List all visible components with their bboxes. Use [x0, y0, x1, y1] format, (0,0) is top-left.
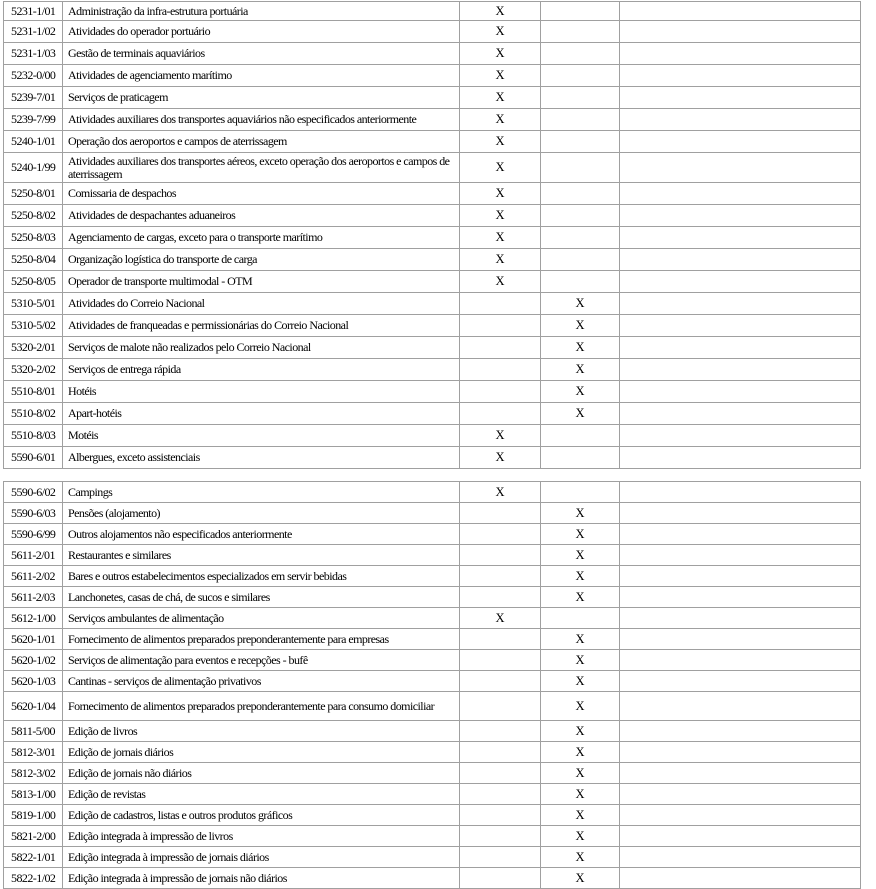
cnae-table-lower: [3, 481, 861, 889]
code-cell: 5250-8/02: [4, 205, 63, 227]
empty-cell: [620, 315, 861, 337]
mark-cell-1: X: [460, 131, 541, 153]
empty-cell: [620, 629, 861, 650]
mark-cell-1: [460, 721, 541, 742]
table-row: [4, 826, 861, 847]
code-cell: 5510-8/01: [4, 381, 63, 403]
table-row: [4, 671, 861, 692]
mark-cell-1: X: [460, 109, 541, 131]
mark-cell-2: X: [541, 524, 620, 545]
mark-cell-2: X: [541, 587, 620, 608]
empty-cell: [620, 153, 861, 183]
mark-cell-1: [460, 359, 541, 381]
table-row: [4, 503, 861, 524]
code-cell: 5240-1/01: [4, 131, 63, 153]
table-row: [4, 205, 861, 227]
mark-cell-2: X: [541, 868, 620, 889]
empty-cell: [620, 2, 861, 21]
description-cell: Lanchonetes, casas de chá, de sucos e similares: [63, 587, 460, 608]
table-row: [4, 545, 861, 566]
table-row: [4, 608, 861, 629]
mark-cell-1: X: [460, 21, 541, 43]
description-cell: Serviços de malote não realizados pelo Correio Nacional: [63, 337, 460, 359]
table-row: [4, 692, 861, 721]
mark-cell-1: [460, 763, 541, 784]
description-cell: Edição integrada à impressão de jornais não diários: [63, 868, 460, 889]
code-cell: 5510-8/03: [4, 425, 63, 447]
mark-cell-2: X: [541, 293, 620, 315]
mark-cell-1: [460, 784, 541, 805]
mark-cell-1: [460, 650, 541, 671]
empty-cell: [620, 524, 861, 545]
description-cell: Atividades auxiliares dos transportes aquaviários não especificados anteriormente: [63, 109, 460, 131]
table-row: [4, 847, 861, 868]
mark-cell-1: [460, 868, 541, 889]
mark-cell-2: [541, 43, 620, 65]
table-row: [4, 109, 861, 131]
cnae-table-upper: [3, 1, 861, 469]
table-row: [4, 271, 861, 293]
table-row: [4, 742, 861, 763]
table-row: [4, 153, 861, 183]
description-cell: Fornecimento de alimentos preparados preponderantemente para empresas: [63, 629, 460, 650]
empty-cell: [620, 503, 861, 524]
description-cell: Administração da infra-estrutura portuária: [63, 2, 460, 21]
mark-cell-1: X: [460, 425, 541, 447]
mark-cell-2: X: [541, 742, 620, 763]
code-cell: 5821-2/00: [4, 826, 63, 847]
description-cell: Atividades auxiliares dos transportes aéreos, exceto operação dos aeroportos e campos de aterrissagem: [63, 153, 460, 183]
description-cell: Bares e outros estabelecimentos especializados em servir bebidas: [63, 566, 460, 587]
table-row: [4, 2, 861, 21]
description-cell: Hotéis: [63, 381, 460, 403]
empty-cell: [620, 650, 861, 671]
empty-cell: [620, 805, 861, 826]
mark-cell-2: X: [541, 315, 620, 337]
cnae-table-upper-body: [4, 2, 861, 469]
empty-cell: [620, 87, 861, 109]
mark-cell-2: X: [541, 784, 620, 805]
code-cell: 5590-6/99: [4, 524, 63, 545]
table-row: [4, 65, 861, 87]
table-row: [4, 721, 861, 742]
description-cell: Edição de livros: [63, 721, 460, 742]
mark-cell-2: X: [541, 847, 620, 868]
mark-cell-2: X: [541, 566, 620, 587]
table-row: [4, 21, 861, 43]
table-row: [4, 337, 861, 359]
description-cell: Edição de jornais diários: [63, 742, 460, 763]
code-cell: 5320-2/02: [4, 359, 63, 381]
mark-cell-2: X: [541, 337, 620, 359]
mark-cell-1: [460, 524, 541, 545]
description-cell: Operação dos aeroportos e campos de aterrissagem: [63, 131, 460, 153]
empty-cell: [620, 482, 861, 503]
description-cell: Organização logística do transporte de carga: [63, 249, 460, 271]
table-row: [4, 629, 861, 650]
mark-cell-2: [541, 482, 620, 503]
cnae-table-lower-body: [4, 482, 861, 889]
mark-cell-2: [541, 153, 620, 183]
empty-cell: [620, 868, 861, 889]
empty-cell: [620, 43, 861, 65]
code-cell: 5590-6/02: [4, 482, 63, 503]
table-row: [4, 763, 861, 784]
table-row: [4, 587, 861, 608]
description-cell: Restaurantes e similares: [63, 545, 460, 566]
table-row: [4, 249, 861, 271]
description-cell: Edição integrada à impressão de jornais diários: [63, 847, 460, 868]
table-row: [4, 359, 861, 381]
code-cell: 5231-1/02: [4, 21, 63, 43]
empty-cell: [620, 403, 861, 425]
code-cell: 5250-8/01: [4, 183, 63, 205]
mark-cell-1: X: [460, 447, 541, 469]
mark-cell-2: [541, 21, 620, 43]
table-row: [4, 131, 861, 153]
table-row: [4, 183, 861, 205]
mark-cell-1: X: [460, 205, 541, 227]
code-cell: 5231-1/03: [4, 43, 63, 65]
mark-cell-1: [460, 503, 541, 524]
empty-cell: [620, 381, 861, 403]
description-cell: Gestão de terminais aquaviários: [63, 43, 460, 65]
empty-cell: [620, 183, 861, 205]
description-cell: Edição de cadastros, listas e outros produtos gráficos: [63, 805, 460, 826]
description-cell: Atividades de franqueadas e permissionárias do Correio Nacional: [63, 315, 460, 337]
table-row: [4, 447, 861, 469]
mark-cell-2: X: [541, 763, 620, 784]
mark-cell-2: [541, 447, 620, 469]
code-cell: 5310-5/02: [4, 315, 63, 337]
mark-cell-1: X: [460, 608, 541, 629]
code-cell: 5611-2/02: [4, 566, 63, 587]
mark-cell-1: X: [460, 43, 541, 65]
code-cell: 5822-1/01: [4, 847, 63, 868]
empty-cell: [620, 131, 861, 153]
mark-cell-2: [541, 271, 620, 293]
mark-cell-2: [541, 131, 620, 153]
description-cell: Edição integrada à impressão de livros: [63, 826, 460, 847]
mark-cell-2: [541, 227, 620, 249]
code-cell: 5611-2/03: [4, 587, 63, 608]
description-cell: Pensões (alojamento): [63, 503, 460, 524]
code-cell: 5813-1/00: [4, 784, 63, 805]
mark-cell-2: [541, 425, 620, 447]
mark-cell-1: X: [460, 153, 541, 183]
empty-cell: [620, 763, 861, 784]
description-cell: Motéis: [63, 425, 460, 447]
empty-cell: [620, 847, 861, 868]
mark-cell-1: [460, 545, 541, 566]
description-cell: Fornecimento de alimentos preparados preponderantemente para consumo domiciliar: [63, 692, 460, 721]
mark-cell-2: X: [541, 545, 620, 566]
description-cell: Cantinas - serviços de alimentação privativos: [63, 671, 460, 692]
code-cell: 5611-2/01: [4, 545, 63, 566]
empty-cell: [620, 65, 861, 87]
mark-cell-2: X: [541, 805, 620, 826]
empty-cell: [620, 608, 861, 629]
mark-cell-2: X: [541, 359, 620, 381]
code-cell: 5822-1/02: [4, 868, 63, 889]
mark-cell-2: [541, 87, 620, 109]
empty-cell: [620, 293, 861, 315]
code-cell: 5620-1/03: [4, 671, 63, 692]
table-row: [4, 650, 861, 671]
code-cell: 5819-1/00: [4, 805, 63, 826]
empty-cell: [620, 109, 861, 131]
mark-cell-2: X: [541, 503, 620, 524]
code-cell: 5239-7/99: [4, 109, 63, 131]
empty-cell: [620, 545, 861, 566]
mark-cell-2: X: [541, 650, 620, 671]
empty-cell: [620, 721, 861, 742]
empty-cell: [620, 447, 861, 469]
code-cell: 5250-8/05: [4, 271, 63, 293]
code-cell: 5612-1/00: [4, 608, 63, 629]
empty-cell: [620, 359, 861, 381]
table-row: [4, 524, 861, 545]
mark-cell-1: X: [460, 482, 541, 503]
description-cell: Apart-hotéis: [63, 403, 460, 425]
code-cell: 5231-1/01: [4, 2, 63, 21]
empty-cell: [620, 671, 861, 692]
description-cell: Campings: [63, 482, 460, 503]
mark-cell-2: X: [541, 629, 620, 650]
description-cell: Edição de revistas: [63, 784, 460, 805]
code-cell: 5590-6/03: [4, 503, 63, 524]
table-row: [4, 227, 861, 249]
mark-cell-2: [541, 608, 620, 629]
mark-cell-1: [460, 293, 541, 315]
description-cell: Atividades de agenciamento marítimo: [63, 65, 460, 87]
empty-cell: [620, 826, 861, 847]
table-row: [4, 43, 861, 65]
mark-cell-2: X: [541, 671, 620, 692]
code-cell: 5320-2/01: [4, 337, 63, 359]
empty-cell: [620, 425, 861, 447]
empty-cell: [620, 21, 861, 43]
mark-cell-1: X: [460, 249, 541, 271]
mark-cell-1: [460, 847, 541, 868]
description-cell: Operador de transporte multimodal - OTM: [63, 271, 460, 293]
mark-cell-1: [460, 671, 541, 692]
mark-cell-1: [460, 566, 541, 587]
mark-cell-1: [460, 826, 541, 847]
mark-cell-1: [460, 315, 541, 337]
description-cell: Serviços de praticagem: [63, 87, 460, 109]
mark-cell-1: X: [460, 227, 541, 249]
mark-cell-2: X: [541, 403, 620, 425]
mark-cell-1: X: [460, 65, 541, 87]
description-cell: Serviços de entrega rápida: [63, 359, 460, 381]
mark-cell-1: [460, 587, 541, 608]
empty-cell: [620, 337, 861, 359]
description-cell: Edição de jornais não diários: [63, 763, 460, 784]
code-cell: 5239-7/01: [4, 87, 63, 109]
code-cell: 5620-1/02: [4, 650, 63, 671]
description-cell: Atividades do Correio Nacional: [63, 293, 460, 315]
mark-cell-1: [460, 742, 541, 763]
mark-cell-1: X: [460, 2, 541, 21]
code-cell: 5620-1/01: [4, 629, 63, 650]
description-cell: Atividades de despachantes aduaneiros: [63, 205, 460, 227]
description-cell: Serviços de alimentação para eventos e recepções - bufê: [63, 650, 460, 671]
mark-cell-2: [541, 2, 620, 21]
code-cell: 5812-3/02: [4, 763, 63, 784]
empty-cell: [620, 205, 861, 227]
mark-cell-1: [460, 337, 541, 359]
code-cell: 5310-5/01: [4, 293, 63, 315]
empty-cell: [620, 227, 861, 249]
mark-cell-1: X: [460, 87, 541, 109]
description-cell: Serviços ambulantes de alimentação: [63, 608, 460, 629]
table-row: [4, 87, 861, 109]
table-row: [4, 315, 861, 337]
mark-cell-1: [460, 805, 541, 826]
code-cell: 5620-1/04: [4, 692, 63, 721]
empty-cell: [620, 566, 861, 587]
table-row: [4, 381, 861, 403]
empty-cell: [620, 742, 861, 763]
code-cell: 5250-8/04: [4, 249, 63, 271]
table-row: [4, 403, 861, 425]
description-cell: Agenciamento de cargas, exceto para o transporte marítimo: [63, 227, 460, 249]
mark-cell-1: [460, 403, 541, 425]
mark-cell-2: X: [541, 721, 620, 742]
empty-cell: [620, 784, 861, 805]
mark-cell-2: [541, 205, 620, 227]
code-cell: 5240-1/99: [4, 153, 63, 183]
mark-cell-2: X: [541, 692, 620, 721]
code-cell: 5811-5/00: [4, 721, 63, 742]
mark-cell-2: [541, 249, 620, 271]
empty-cell: [620, 271, 861, 293]
mark-cell-2: X: [541, 381, 620, 403]
code-cell: 5232-0/00: [4, 65, 63, 87]
table-row: [4, 293, 861, 315]
table-row: [4, 868, 861, 889]
mark-cell-1: [460, 381, 541, 403]
mark-cell-2: [541, 65, 620, 87]
code-cell: 5812-3/01: [4, 742, 63, 763]
mark-cell-1: [460, 629, 541, 650]
code-cell: 5510-8/02: [4, 403, 63, 425]
empty-cell: [620, 587, 861, 608]
code-cell: 5250-8/03: [4, 227, 63, 249]
mark-cell-1: X: [460, 183, 541, 205]
table-row: [4, 425, 861, 447]
table-row: [4, 566, 861, 587]
code-cell: 5590-6/01: [4, 447, 63, 469]
description-cell: Albergues, exceto assistenciais: [63, 447, 460, 469]
empty-cell: [620, 249, 861, 271]
mark-cell-1: X: [460, 271, 541, 293]
mark-cell-2: [541, 183, 620, 205]
table-row: [4, 482, 861, 503]
mark-cell-1: [460, 692, 541, 721]
description-cell: Comissaria de despachos: [63, 183, 460, 205]
mark-cell-2: X: [541, 826, 620, 847]
table-row: [4, 805, 861, 826]
description-cell: Outros alojamentos não especificados anteriormente: [63, 524, 460, 545]
empty-cell: [620, 692, 861, 721]
mark-cell-2: [541, 109, 620, 131]
description-cell: Atividades do operador portuário: [63, 21, 460, 43]
table-row: [4, 784, 861, 805]
